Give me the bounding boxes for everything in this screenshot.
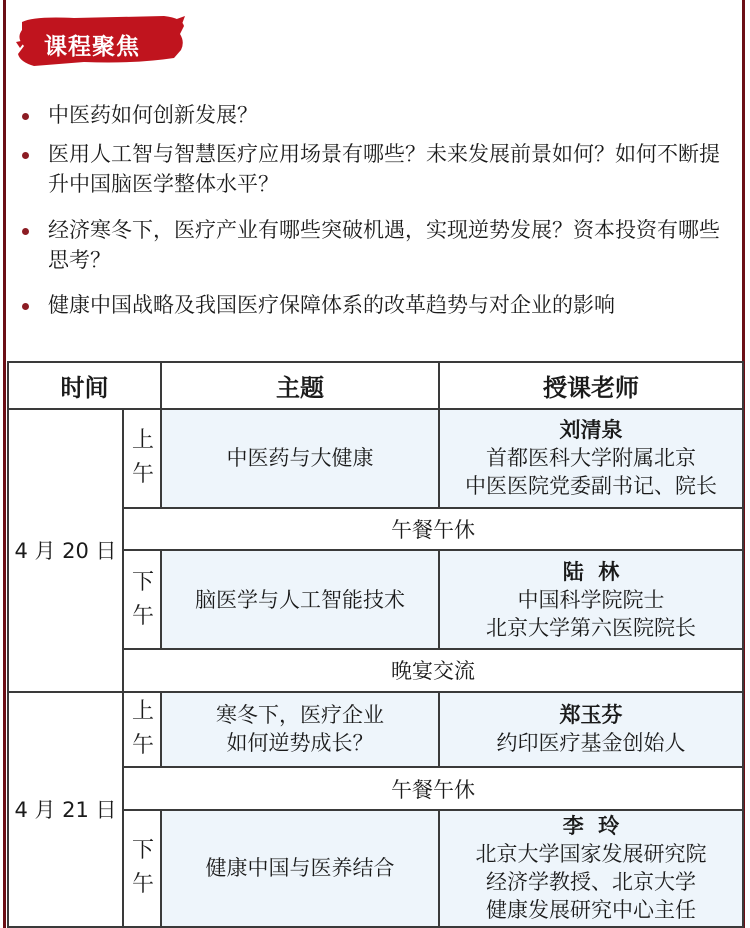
teacher-cell xyxy=(439,810,743,927)
period-cell: 下午 xyxy=(123,810,161,927)
teacher-name: 郑玉芬 xyxy=(559,703,623,728)
bullet-icon xyxy=(22,303,29,310)
teacher-name: 刘清泉 xyxy=(559,418,623,443)
bullet-icon xyxy=(22,113,29,120)
break-cell: 午餐午休 xyxy=(123,508,743,551)
teacher-title: 经济学教授、北京大学 xyxy=(486,870,696,895)
teacher-title: 中医医院党委副书记、院长 xyxy=(465,474,717,499)
focus-item: 健康中国战略及我国医疗保障体系的改革趋势与对企业的影响 xyxy=(0,290,740,320)
teacher-title: 北京大学国家发展研究院 xyxy=(475,842,707,867)
topic-line: 寒冬下，医疗企业 xyxy=(216,703,384,728)
bullet-icon xyxy=(22,152,29,159)
teacher-cell xyxy=(439,550,743,649)
break-cell: 晚宴交流 xyxy=(123,649,743,692)
topic-cell: 中医药与大健康 xyxy=(161,409,439,508)
topic-line: 如何逆势成长？ xyxy=(226,731,374,756)
topic-cell xyxy=(161,692,439,767)
focus-item: 医用人工智与智慧医疗应用场景有哪些？未来发展前景如何？如何不断提升中国脑医学整体水平？ xyxy=(0,139,740,199)
teacher-title: 首都医科大学附属北京 xyxy=(486,446,696,471)
period-cell: 下午 xyxy=(123,550,161,649)
table-row xyxy=(8,692,743,767)
section-banner xyxy=(14,12,186,70)
focus-item: 经济寒冬下，医疗产业有哪些突破机遇，实现逆势发展？资本投资有哪些思考？ xyxy=(0,215,740,275)
table-header-row xyxy=(8,362,743,409)
teacher-title: 健康发展研究中心主任 xyxy=(486,898,696,923)
period-cell: 上午 xyxy=(123,692,161,767)
period-cell: 上午 xyxy=(123,409,161,508)
header-teacher: 授课老师 xyxy=(439,362,743,409)
section-title: 课程聚焦 xyxy=(44,34,140,60)
teacher-name: 李 玲 xyxy=(562,814,620,839)
date-cell: 4 月 20 日 xyxy=(8,409,123,692)
teacher-title: 北京大学第六医院院长 xyxy=(486,615,696,640)
break-cell: 午餐午休 xyxy=(123,767,743,810)
header-time: 时间 xyxy=(8,362,161,409)
teacher-name: 陆 林 xyxy=(562,559,620,584)
focus-item: 中医药如何创新发展？ xyxy=(0,100,740,130)
focus-list xyxy=(0,100,740,329)
header-topic: 主题 xyxy=(161,362,439,409)
schedule-table xyxy=(7,361,744,928)
topic-cell: 健康中国与医养结合 xyxy=(161,810,439,927)
teacher-title: 中国科学院院士 xyxy=(517,587,665,612)
bullet-icon xyxy=(22,228,29,235)
topic-cell: 脑医学与人工智能技术 xyxy=(161,550,439,649)
table-row xyxy=(8,409,743,508)
teacher-cell xyxy=(439,692,743,767)
teacher-title: 约印医疗基金创始人 xyxy=(496,731,686,756)
teacher-cell xyxy=(439,409,743,508)
date-cell: 4 月 21 日 xyxy=(8,692,123,927)
